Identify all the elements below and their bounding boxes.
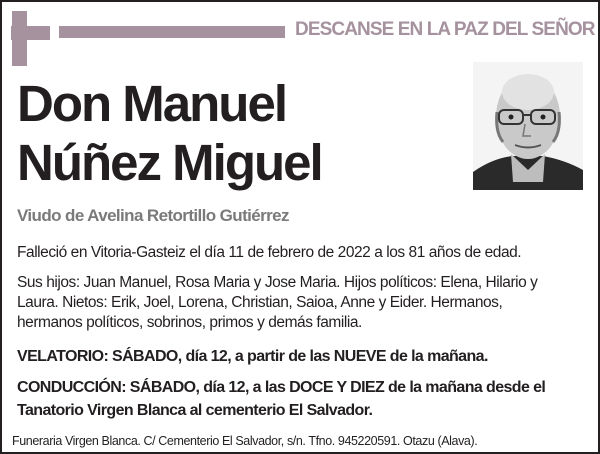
header-divider: [59, 26, 285, 38]
cross-horizontal: [11, 26, 50, 40]
death-notice: Falleció en Vitoria-Gasteiz el día 11 de febrero de 2022 a los 81 años de edad.: [17, 244, 522, 261]
name-line-1: Don Manuel: [17, 75, 286, 132]
subtitle: Viudo de Avelina Retortillo Gutiérrez: [17, 206, 289, 225]
conduccion-line-2: Tanatorio Virgen Blanca al cementerio El Salvador.: [17, 402, 373, 419]
portrait-photo: [473, 62, 583, 190]
name-line-2: Núñez Miguel: [17, 134, 322, 191]
funeral-home-footer: Funeraria Virgen Blanca. C/ Cementerio El Salvador, s/n. Tfno. 945220591. Otazu (Alava).: [12, 434, 478, 448]
header-title: DESCANSE EN LA PAZ DEL SEÑOR: [295, 19, 595, 40]
conduccion-line-1: CONDUCCIÓN: SÁBADO, día 12, a las DOCE Y DIEZ de la mañana desde el: [17, 379, 546, 396]
family-line-2: Laura. Nietos: Erik, Joel, Lorena, Christian, Saioa, Anne y Eider. Hermanos,: [17, 294, 503, 311]
family-line-1: Sus hijos: Juan Manuel, Rosa Maria y Jose Maria. Hijos políticos: Elena, Hilario y: [17, 274, 538, 291]
velatorio-info: VELATORIO: SÁBADO, día 12, a partir de las NUEVE de la mañana.: [17, 348, 488, 365]
family-line-3: hermanos políticos, sobrinos, primos y demás familia.: [17, 314, 362, 331]
